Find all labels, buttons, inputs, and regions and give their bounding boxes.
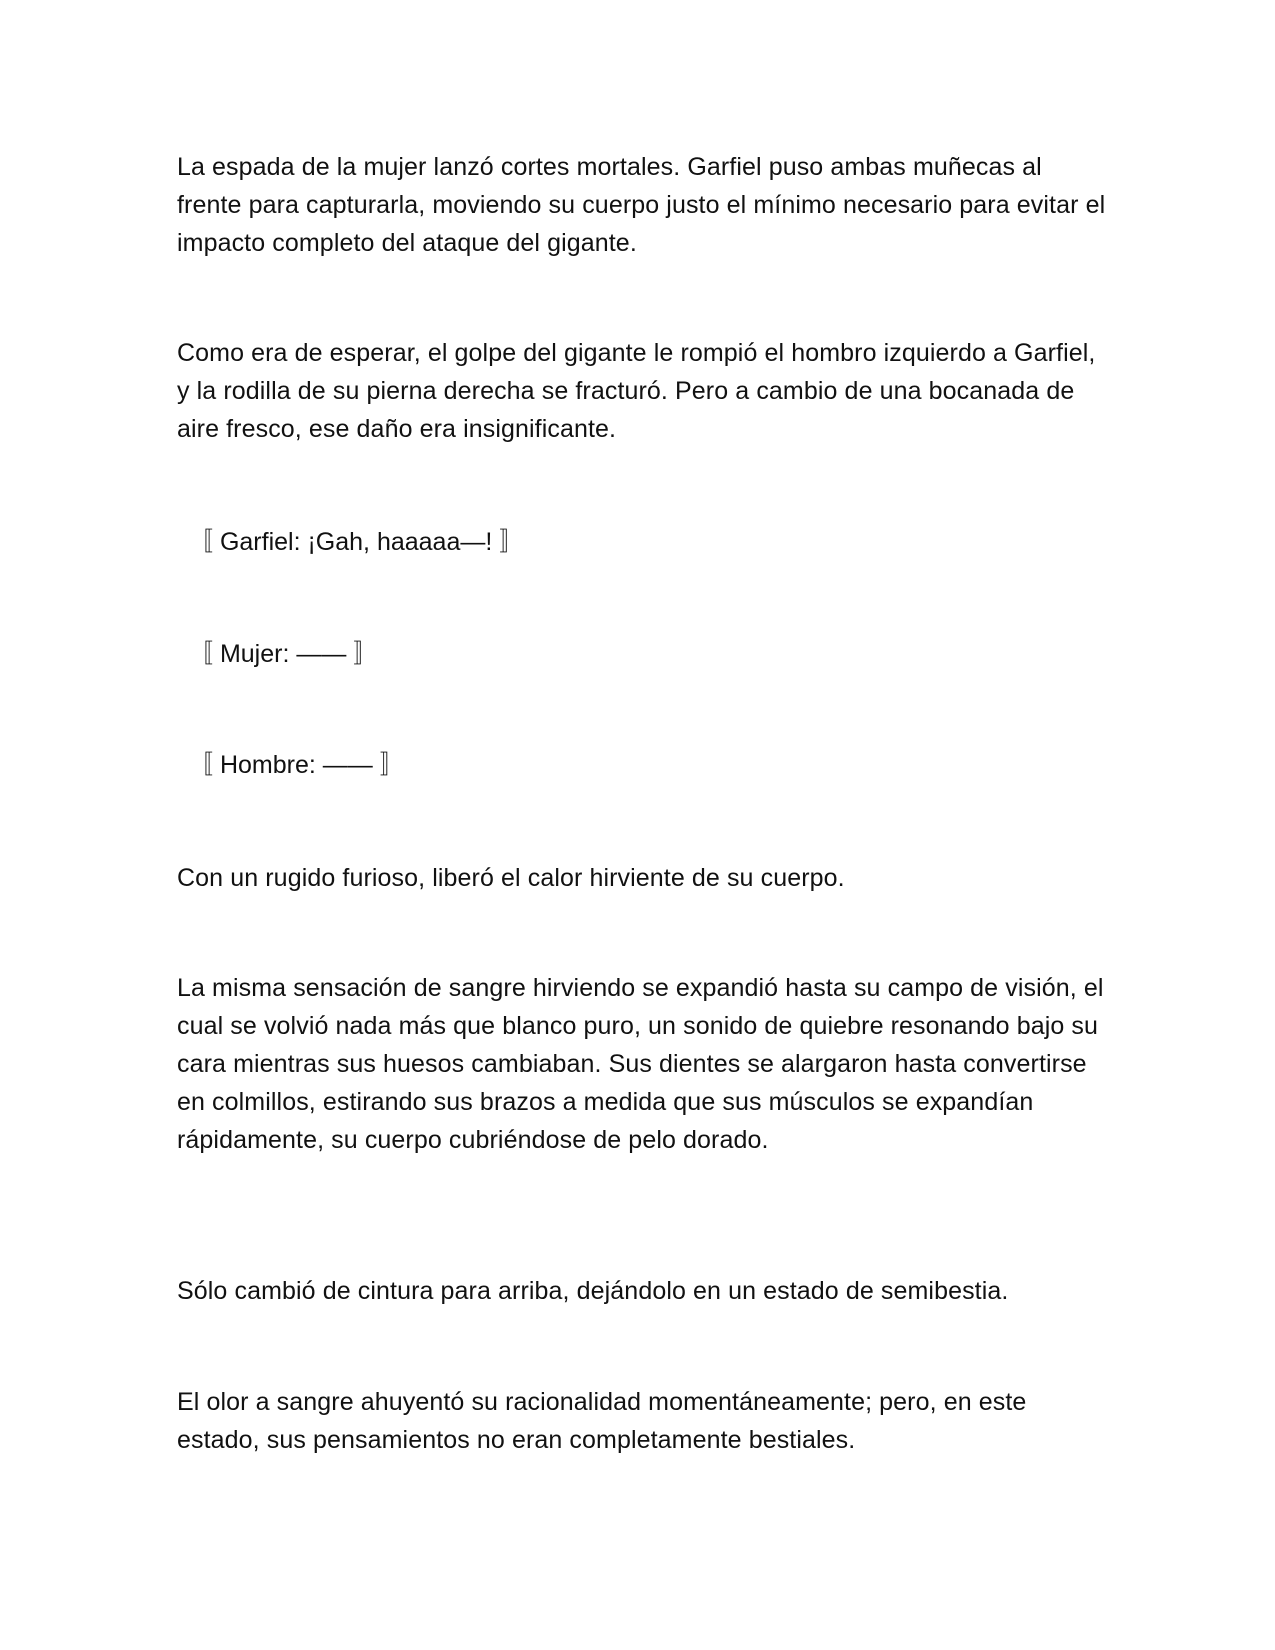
paragraph-transformation: La misma sensación de sangre hirviendo se expandió hasta su campo de visión, el cual se volvió nada más que blanco puro, un sonido de quiebre resonando bajo su cara mientras sus huesos cambiaban. Sus dientes se alargaron hasta convertirse en colmillos, estirando sus brazos a medida que sus músculos se expandían rápidamente, su cuerpo cubriéndose de pelo dorado. — [177, 974, 1104, 1154]
paragraph-sword-attack: La espada de la mujer lanzó cortes mortales. Garfiel puso ambas muñecas al frente para capturarla, moviendo su cuerpo justo el mínimo necesario para evitar el impacto completo del ataque del gigante. — [177, 153, 1106, 257]
paragraph-broken-shoulder: Como era de esperar, el golpe del gigante le rompió el hombro izquierdo a Garfiel, y la rodilla de su pierna derecha se fracturó. Pero a cambio de una bocanada de aire fresco, ese daño era insignificante. — [177, 339, 1096, 443]
paragraph-semibeast: Sólo cambió de cintura para arriba, dejándolo en un estado de semibestia. — [177, 1277, 1009, 1305]
dialogue-hombre: 〚 Hombre: —— 〛 — [188, 751, 405, 779]
paragraph-roar: Con un rugido furioso, liberó el calor hirviente de su cuerpo. — [177, 864, 845, 892]
paragraph-blood-smell: El olor a sangre ahuyentó su racionalidad momentáneamente; pero, en este estado, sus pensamientos no eran completamente bestiales. — [177, 1388, 1027, 1454]
dialogue-mujer: 〚 Mujer: —— 〛 — [188, 640, 379, 668]
dialogue-garfiel: 〚 Garfiel: ¡Gah, haaaaa—! 〛 — [188, 528, 525, 556]
